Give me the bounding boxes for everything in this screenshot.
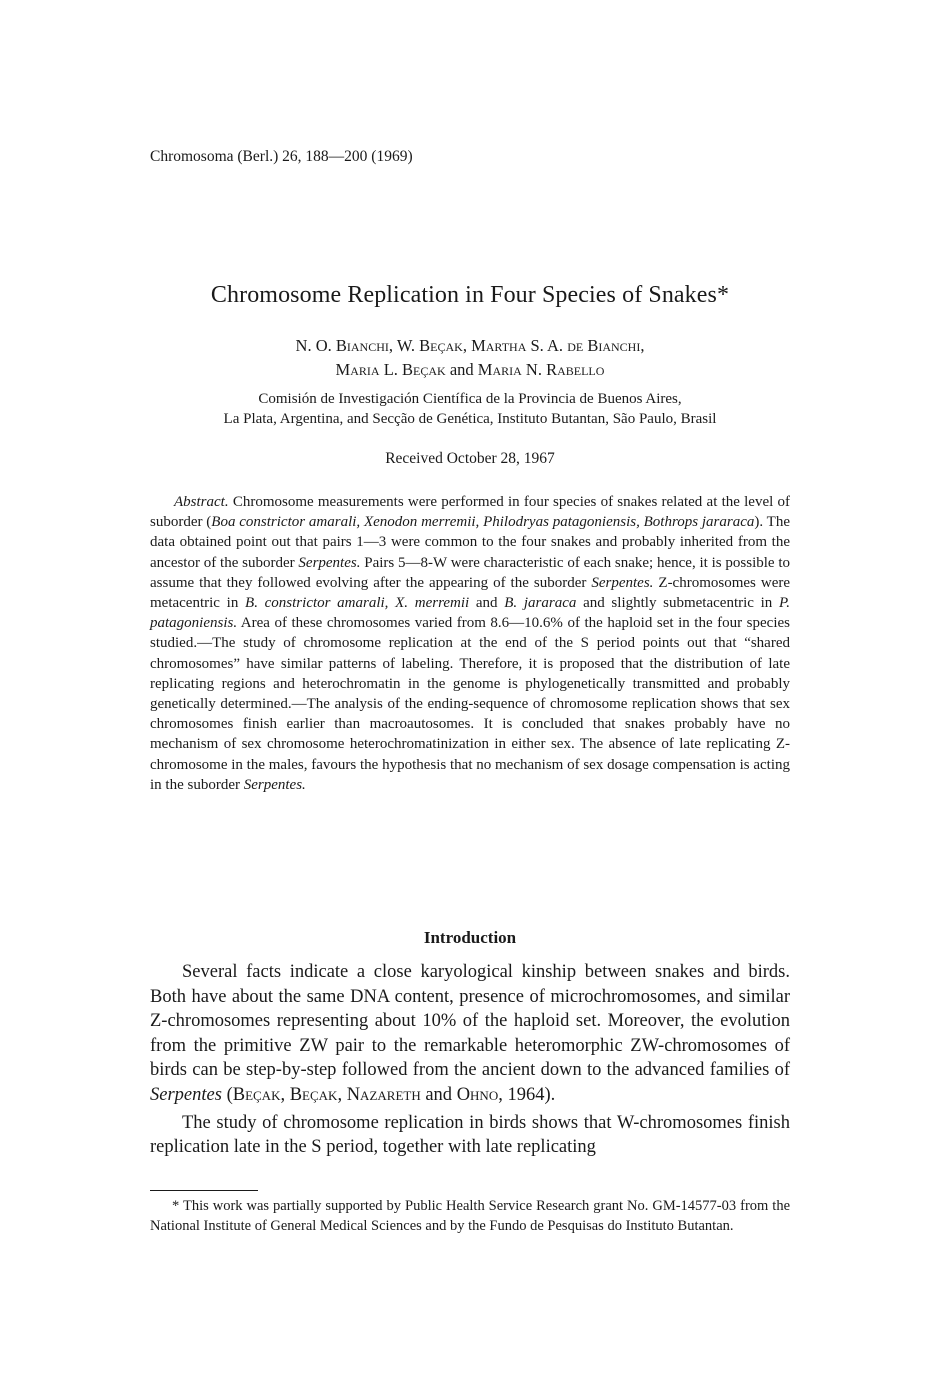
author-name: Maria <box>335 360 380 379</box>
paragraph <box>150 960 790 1108</box>
abstract-italic: Serpentes. <box>243 776 306 793</box>
abstract-italic: P. patagoniensis. <box>150 595 790 632</box>
body-text: ( <box>221 1084 233 1105</box>
author-separator: , <box>640 336 645 355</box>
abstract-text: and <box>469 595 505 612</box>
abstract-text: and slightly submetacentric in <box>576 595 780 612</box>
body-italic: Serpentes <box>150 1084 222 1105</box>
affiliation-line: Comisión de Investigación Científica de la Provincia de Buenos Aires, <box>258 391 682 407</box>
journal-reference: Chromosoma (Berl.) 26, 188—200 (1969) <box>150 148 413 165</box>
footnote: * This work was partially supported by Public Health Service Research grant No. GM-14577-03 from the National Institute of General Medical Sciences and by the Fundo de Pesquisas do Instituto Butantan. <box>150 1198 790 1234</box>
author-name: Rabello <box>546 360 605 379</box>
section-heading: Introduction <box>423 928 517 947</box>
body-text: and <box>420 1084 457 1105</box>
abstract-text: Z-chromosomes were metacentric in <box>150 574 791 612</box>
author-separator: , W. <box>388 336 420 355</box>
author-initials: S. A. <box>526 336 568 355</box>
author-name: Beçak <box>402 360 446 379</box>
author-name: Bianchi <box>587 336 641 355</box>
author-name: Martha <box>471 336 527 355</box>
author-name: Maria <box>477 360 522 379</box>
abstract-text: Pairs 5—8-W were characteristic of each snake; hence, it is possible to assume that they followed evolving after the appearing of the suborder <box>150 554 791 591</box>
affiliation-line: La Plata, Argentina, and Secção de Genética, Instituto Butantan, São Paulo, Brasil <box>223 411 717 427</box>
body-text: , 1964). <box>498 1084 556 1105</box>
author-initials: N. O. <box>295 336 336 355</box>
abstract-italic: Serpentes. <box>298 554 361 571</box>
abstract-italic: B. constrictor amarali, X. merremii <box>245 595 470 612</box>
abstract-italic: Serpentes. <box>591 574 654 591</box>
abstract-text: Chromosome measurements were performed in four species of snakes related at the level of suborder ( <box>150 494 790 531</box>
author-list <box>150 334 790 382</box>
abstract-italic: B. jararaca <box>504 595 577 612</box>
paragraph: The study of chromosome replication in birds shows that W-chromosomes finish replication late in the S period, together with late replicating <box>150 1112 790 1158</box>
author-initials: N. <box>521 360 547 379</box>
citation-authors: Ohno <box>456 1084 499 1105</box>
received-date: Received October 28, 1967 <box>385 450 555 467</box>
abstract-italic: Boa constrictor amarali, Xenodon merremii, Philodryas patagoniensis, Bothrops jararaca <box>211 514 755 531</box>
author-separator: , <box>462 336 472 355</box>
abstract-text: ). The data obtained point out that pairs 1—3 were common to the four snakes and probably inherited from the ancestor of the suborder <box>150 514 790 571</box>
citation-authors: Beçak, Beçak, Nazareth <box>232 1084 421 1105</box>
footnote-rule <box>150 1190 258 1191</box>
author-name: Beçak <box>419 336 463 355</box>
author-name: Bianchi <box>335 336 389 355</box>
author-conjunction: and <box>445 360 478 379</box>
abstract-label: Abstract. <box>174 494 229 510</box>
author-initials: L. <box>379 360 403 379</box>
introduction-body <box>150 960 790 1163</box>
paper-title: Chromosome Replication in Four Species of Snakes* <box>210 282 730 308</box>
abstract-text: Area of these chromosomes varied from 8.6—10.6% of the haploid set in the four species studied.—The study of chromosome replication at the end of the S period points out that “shared chromosomes” have similar patterns of labeling. Therefore, it is proposed that the distribution of late replicating regions and heterochromatin in the genome is phylogenetically transmitted and probably genetically determined.—The analysis of the ending-sequence of chromosome replication shows that sex chromosomes finish earlier than macroautosomes. It is concluded that snakes probably have no mechanism of sex chromosome heterochromatinization in either sex. The absence of late replicating Z-chromosome in the males, favours the hypothesis that no mechanism of sex dosage compensation is acting in the suborder <box>150 615 790 793</box>
author-particle: de <box>567 336 584 355</box>
abstract <box>150 492 790 795</box>
affiliation <box>150 389 790 429</box>
body-text: Several facts indicate a close karyological kinship between snakes and birds. Both have about the same DNA content, presence of microchromosomes, and similar Z-chromosomes representing about 10% of the haploid set. Moreover, the evolution from the primitive ZW pair to the remarkable heteromorphic ZW-chromosomes of birds can be step-by-step followed from the ancient down to the advanced families of <box>150 962 790 1081</box>
